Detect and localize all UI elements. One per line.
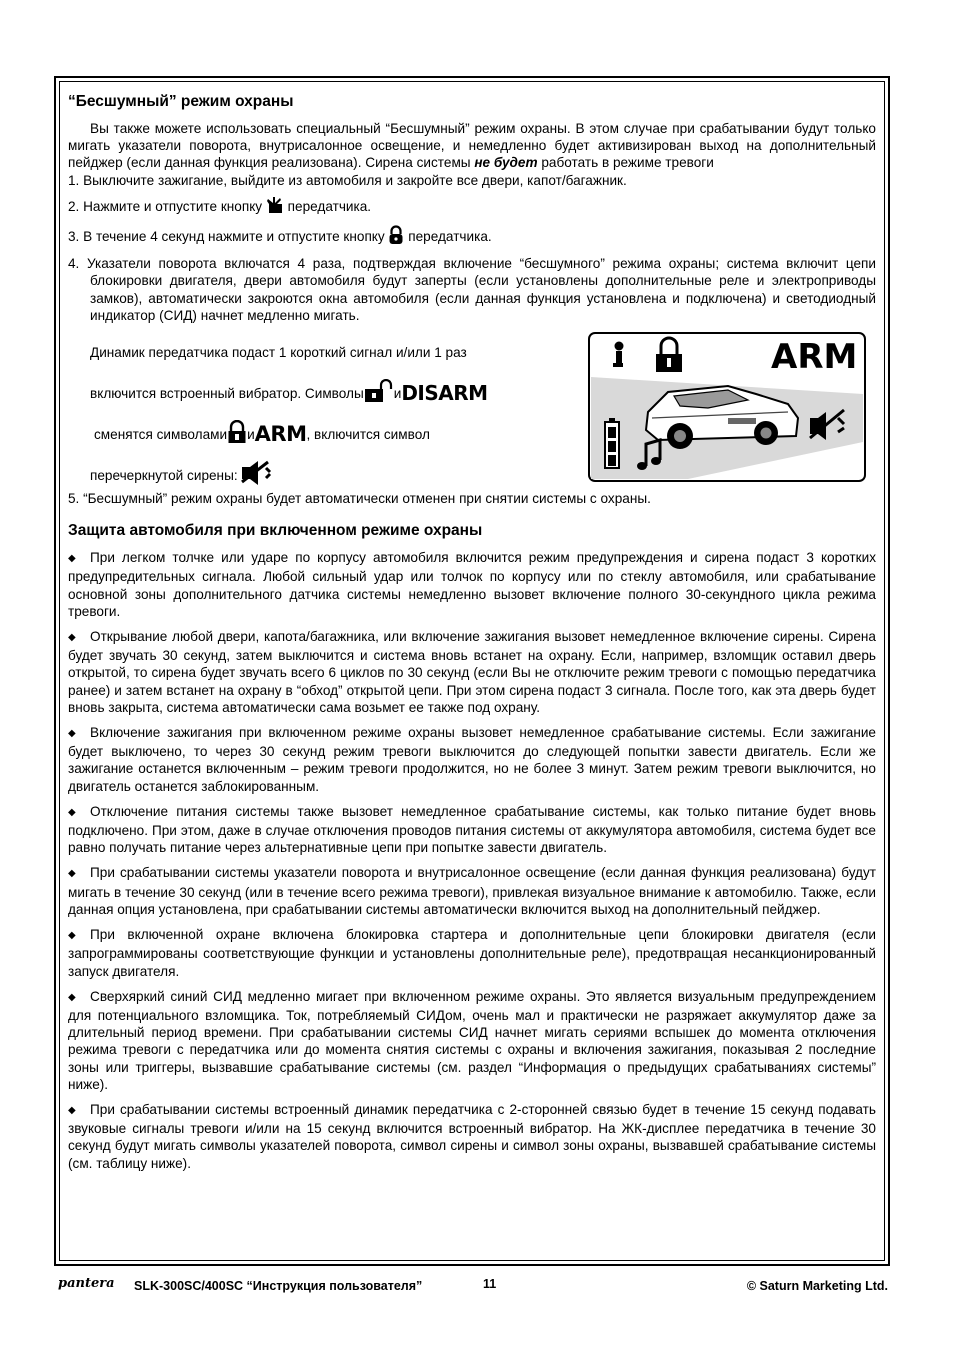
list-item <box>68 549 876 620</box>
arm-description <box>90 332 570 496</box>
list-item-text: При включенной охране включена блокировка стартера и дополнительные цепи блокировки двигателя (если запрограммированы соответствующие функции и установлены дополнительные реле), предотвращая несанкционированный запуск двигателя. <box>68 927 876 979</box>
arm-line-3-text-b: и <box>247 426 255 442</box>
step-2 <box>68 195 876 219</box>
diamond-bullet-icon: ◆ <box>68 728 76 740</box>
arm-line-2 <box>90 373 570 414</box>
transmitter-lcd-display <box>588 332 866 482</box>
lcd-arm-label: ARM <box>771 337 858 378</box>
arm-line-3 <box>90 414 570 455</box>
arm-line-4-text: перечеркнутой сирены: <box>90 467 238 483</box>
list-item <box>68 864 876 918</box>
diamond-bullet-icon: ◆ <box>68 991 76 1003</box>
arm-indicator-block <box>68 332 876 490</box>
page-content <box>68 92 876 1172</box>
intro-emphasis: не будет <box>474 155 538 171</box>
footer-copyright: © Saturn Marketing Ltd. <box>746 1279 888 1293</box>
list-item-text: Сверхяркий синий СИД медленно мигает при включенном режиме охраны. Это является визуальным предупреждением для потенциального взломщика. Ток, потребляемый СИДом, очень мал и практически не разряжает аккумулятор даже за длительный период времени. При срабатывании системы СИД начнет мигать сериями вспышек до момента отключения режима тревоги с передатчика или до момента снятия системы с охраны и включения зажигания, показывая 2 последние зоны или триггеры, вызвавшие срабатывание системы (см. раздел “Информация о предыдущих срабатываниях системы” ниже). <box>68 988 876 1092</box>
battery-icon <box>605 418 619 468</box>
arm-line-1 <box>90 332 570 373</box>
muted-siren-icon <box>238 458 272 492</box>
unlocked-padlock-icon <box>364 379 394 407</box>
list-item-text: Открывание любой двери, капота/багажника, или включение зажигания вызовет немедленное включение сирены. Сирена будет звучать 30 секунд, затем выключится и система вновь встанет на охрану. Если, например, взломщик оставил дверь открытой, то сирена будет звучать всего 6 циклов по 30 секунд (если Вы не отключите режим тревоги с помощью передатчика ранее) и затем встанет на охрану в “обход” открытой цепи. При этом сирена подаст 3 сигнала. После того, как эта дверь будет вновь закрыта, система автоматически сама возьмет ее также под охрану. <box>68 629 876 715</box>
list-item <box>68 803 876 857</box>
disarm-symbol: DISARM <box>401 380 488 405</box>
step-5: 5. “Бесшумный” режим охраны будет автоматически отменен при снятии системы с охраны. <box>68 491 651 507</box>
arm-symbol: ARM <box>254 421 307 446</box>
arm-line-2-text-b: и <box>393 385 402 401</box>
footer-title: SLK-300SC/400SC “Инструкция пользователя” <box>134 1279 423 1293</box>
intro-text-b: работать в режиме тревоги <box>537 155 714 171</box>
lock-button-icon <box>388 225 404 249</box>
list-item-text: При срабатывании системы встроенный динамик передатчика с 2-сторонней связью будет в течение 15 секунд подавать звуковые сигналы тревоги и/или на 15 секунд включится встроенный вибратор. На ЖК-дисплее передатчика в течение 30 секунд будут мигать символы указателей поворота, символ сирены и символ зоны охраны, вызвавшей срабатывание системы (см. таблицу ниже). <box>68 1101 876 1171</box>
arm-line-3-text-a: сменятся символами <box>94 426 228 442</box>
list-item-text: При легком толчке или ударе по корпусу автомобиля включится режим предупреждения и сирена подаст 3 коротких предупредительных сигнала. Любой сильный удар или толчок по корпусу или по стеклу автомобиля, или срабатывание основной зоны дополнительного датчика системы немедленно вызовет включение полного 30-секундного цикла режима тревоги. <box>68 550 876 619</box>
page-footer <box>58 1276 888 1296</box>
arm-line-4 <box>90 455 570 496</box>
section-heading-silent-mode: “Бесшумный” режим охраны <box>68 93 294 110</box>
diamond-bullet-icon: ◆ <box>68 553 76 565</box>
list-item <box>68 724 876 795</box>
page-number: 11 <box>483 1277 497 1291</box>
list-item <box>68 628 876 716</box>
list-item <box>68 1101 876 1172</box>
step-3 <box>68 225 876 249</box>
list-item <box>68 926 876 980</box>
arm-line-2-text-a: включится встроенный вибратор. Символы <box>90 385 364 401</box>
arm-line-3-text-c: , включится символ <box>306 426 430 442</box>
bullet-list <box>68 549 876 1172</box>
step-3-text-b: передатчика. <box>404 229 492 245</box>
diamond-bullet-icon: ◆ <box>68 806 76 818</box>
arm-line-1-text: Динамик передатчика подаст 1 короткий сигнал и/или 1 раз <box>90 344 467 360</box>
section-heading-armed-protection: Защита автомобиля при включенном режиме охраны <box>68 522 483 540</box>
list-item <box>68 988 876 1093</box>
page-frame <box>54 76 890 1266</box>
diamond-bullet-icon: ◆ <box>68 868 76 880</box>
list-item-text: Отключение питания системы также вызовет немедленное срабатывание системы, как только питание будет вновь подключено. При этом, даже в случае отключения проводов питания системы от аккумулятора автомобиля, система будет все равно получать питание через альтернативные цепи при попытке завести двигатель. <box>68 803 876 856</box>
step-1: 1. Выключите зажигание, выйдите из автомобиля и закройте все двери, капот/багажник. <box>68 172 627 188</box>
step-4: 4. Указатели поворота включатся 4 раза, подтверждая включение “бесшумного” режима охраны; система включит цепи блокировки двигателя, двери автомобиля будут заперты (если установлены дополнительные реле и электроприводы замков), автоматически закроются окна автомобиля (если данная функция установлена и подключена) и светодиодный индикатор (СИД) начнет медленно мигать. <box>68 256 876 323</box>
locked-padlock-icon <box>227 420 247 448</box>
step-3-text-a: 3. В течение 4 секунд нажмите и отпустите кнопку <box>68 229 389 245</box>
car-horn-button-icon <box>266 195 284 219</box>
intro-paragraph <box>68 120 876 172</box>
diamond-bullet-icon: ◆ <box>68 930 76 942</box>
brand-logo: pantera <box>58 1276 115 1291</box>
step-2-text-a: 2. Нажмите и отпустите кнопку <box>68 198 266 214</box>
list-item-text: При срабатывании системы указатели поворота и внутрисалонное освещение (если данная функция реализована) будут мигать в течение 30 секунд (или в течение всего режима тревоги), привлекая визуальное внимание к автомобилю. Также, если данная опция установлена, при срабатывании системы автоматически включится выход на дополнительный пейджер. <box>68 865 876 917</box>
intro-text-a: Вы также можете использовать специальный “Бесшумный” режим охраны. В этом случае при срабатывании будут только мигать указатели поворота, внутрисалонное освещение, и немедленно будет активизирован выход на дополнительный пейджер (если данная функция реализована). Сирена системы <box>68 121 876 171</box>
diamond-bullet-icon: ◆ <box>68 1104 76 1116</box>
step-2-text-b: передатчика. <box>283 198 372 214</box>
list-item-text: Включение зажигания при включенном режиме охраны вызовет немедленное срабатывание системы. Если зажигание будет выключено, то через 30 секунд режим тревоги выключится до следующей попытки завести двигатель. Если же зажигание останется включенным – режим тревоги продолжится, но не более 3 минут. Затем режим тревоги выключится, но двигатель останется заблокированным. <box>68 725 876 794</box>
diamond-bullet-icon: ◆ <box>68 632 76 644</box>
